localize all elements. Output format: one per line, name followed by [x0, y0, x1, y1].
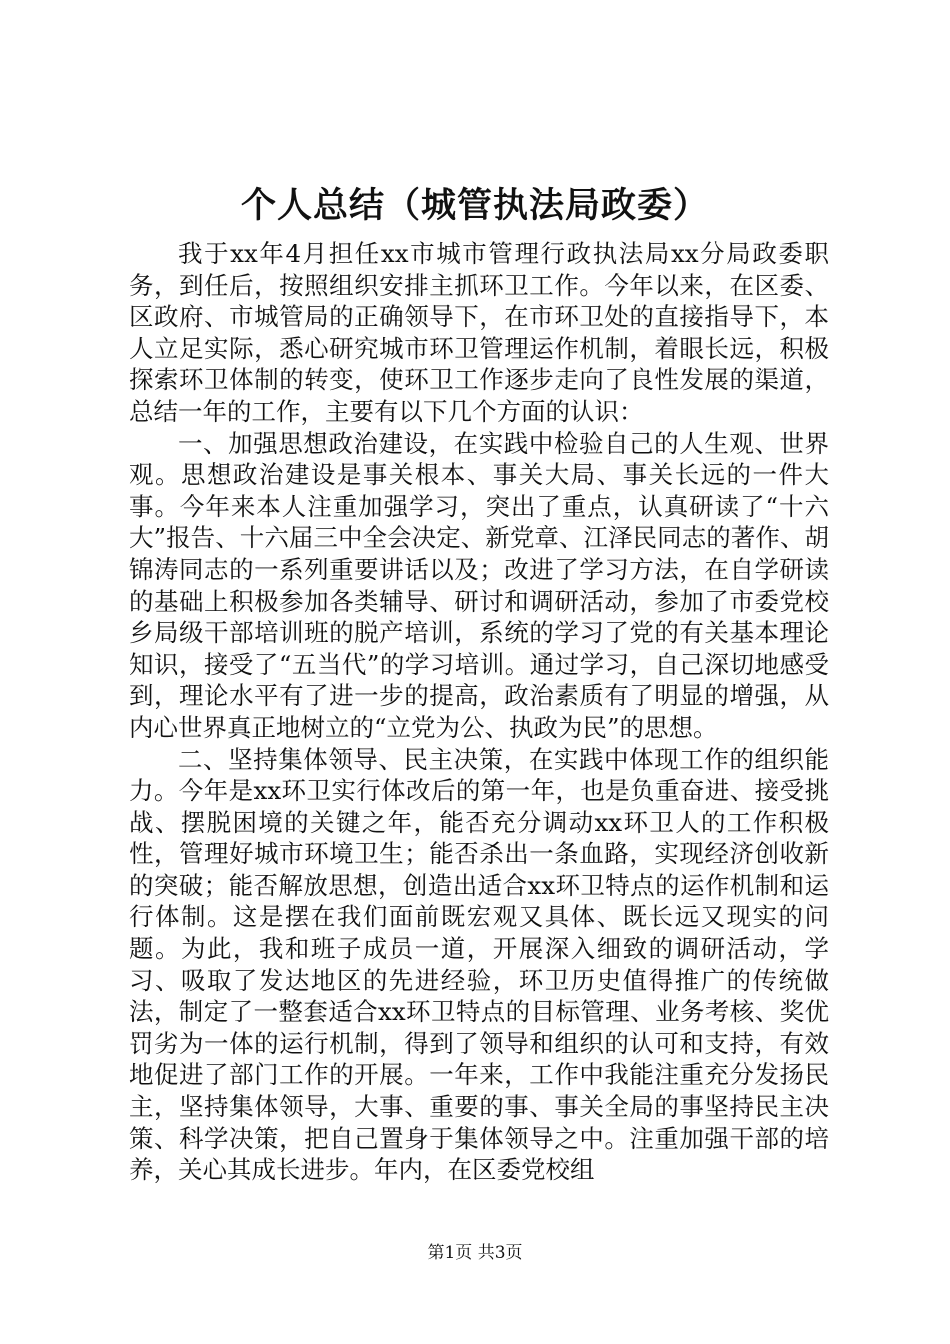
page-number-footer: 第1页 共3页	[427, 1243, 523, 1263]
paragraph-section-2: 二、坚持集体领导、民主决策，在实践中体现工作的组织能力。今年是xx环卫实行体改后的第一年，也是负重奋进、接受挑战、摆脱困境的关键之年，能否充分调动xx环卫人的工作积极性，管理好城市环境卫生；能否杀出一条血路，实现经济创收新的突破；能否解放思想，创造出适合xx环卫特点的运作机制和运行体制。这是摆在我们面前既宏观又具体、既长远又现实的问题。为此，我和班子成员一道，开展深入细致的调研活动，学习、吸取了发达地区的先进经验，环卫历史值得推广的传统做法，制定了一整套适合xx环卫特点的目标管理、业务考核、奖优罚劣为一体的运行机制，得到了领导和组织的认可和支持，有效地促进了部门工作的开展。一年来，工作中我能注重充分发扬民主，坚持集体领导，大事、重要的事、事关全局的事坚持民主决策、科学决策，把自己置身于集体领导之中。注重加强干部的培养，关心其成长进步。年内，在区委党校组	[129, 744, 829, 1185]
document-body	[129, 238, 829, 1186]
document-title: 个人总结（城管执法局政委）	[240, 185, 709, 226]
paragraph-section-1: 一、加强思想政治建设，在实践中检验自己的人生观、世界观。思想政治建设是事关根本、事关大局、事关长远的一件大事。今年来本人注重加强学习，突出了重点，认真研读了“十六大”报告、十六届三中全会决定、新党章、江泽民同志的著作、胡锦涛同志的一系列重要讲话以及；改进了学习方法，在自学研读的基础上积极参加各类辅导、研讨和调研活动，参加了市委党校乡局级干部培训班的脱产培训，系统的学习了党的有关基本理论知识，接受了“五当代”的学习培训。通过学习，自己深切地感受到，理论水平有了进一步的提高，政治素质有了明显的增强，从内心世界真正地树立的“立党为公、执政为民”的思想。	[129, 428, 829, 742]
paragraph-intro: 我于xx年4月担任xx市城市管理行政执法局xx分局政委职务，到任后，按照组织安排主抓环卫工作。今年以来，在区委、区政府、市城管局的正确领导下，在市环卫处的直接指导下，本人立足实际，悉心研究城市环卫管理运作机制，着眼长远，积极探索环卫体制的转变，使环卫工作逐步走向了良性发展的渠道，总结一年的工作，主要有以下几个方面的认识：	[129, 239, 829, 426]
